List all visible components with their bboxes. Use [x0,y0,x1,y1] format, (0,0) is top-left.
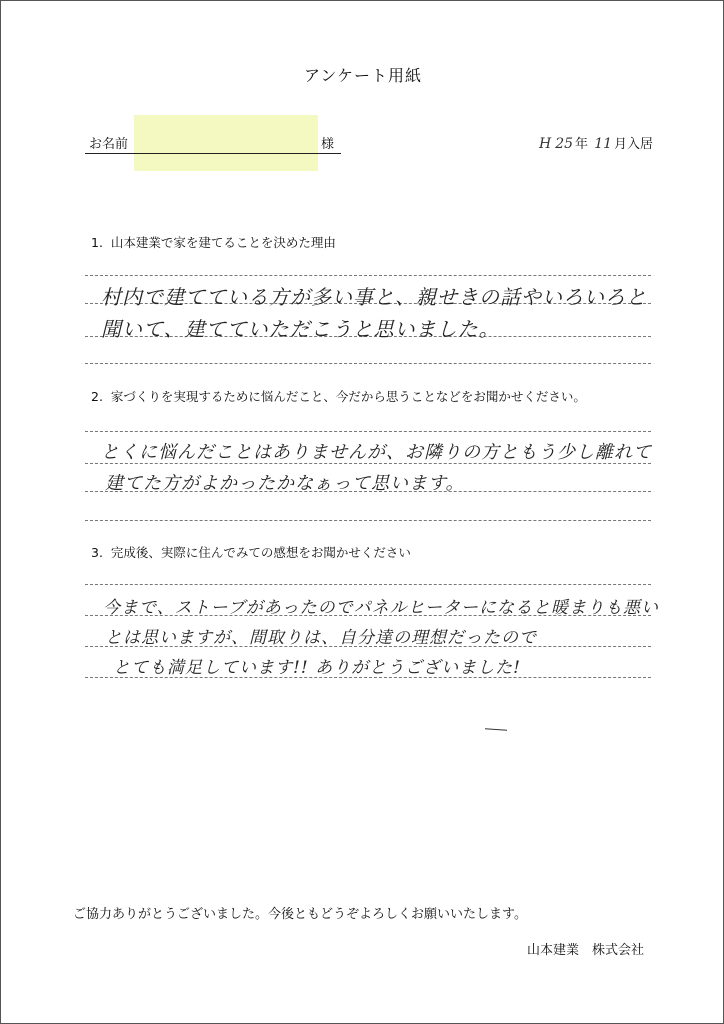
answer-3-line-1: 今まで、ストーブがあったのでパネルヒーターになると暖まりも悪い [103,598,659,618]
era-value: H [539,136,552,152]
move-in-suffix: 月入居 [614,137,654,152]
year-unit: 年 [575,137,589,152]
answer-rule [85,275,651,276]
question-1 [91,233,336,251]
name-redaction [134,115,318,171]
answer-rule [85,584,651,585]
question-text: 山本建業で家を建てることを決めた理由 [110,235,336,250]
answer-rule [85,431,651,432]
question-2 [91,387,586,405]
answer-2-line-2: 建てた方がよかったかなぁって思います。 [105,473,465,494]
question-text: 完成後、実際に住んでみての感想をお聞かせください [110,545,411,560]
closing-message: ご協力ありがとうございました。今後ともどうぞよろしくお願いいたします。 [73,907,527,922]
question-number: 2. [91,389,103,404]
page-title: アンケート用紙 [303,66,423,85]
question-number: 1. [91,235,103,250]
year-value: 25 [555,136,574,152]
month-value: 11 [594,136,613,152]
name-label: お名前 [89,137,129,152]
answer-3-line-2: とは思いますが、間取りは、自分達の理想だったので [105,628,537,648]
name-underline [85,153,341,154]
answer-3-line-3: とても満足しています!! ありがとうございました! [113,658,521,678]
move-in-date [537,133,653,152]
company-name: 山本建業 株式会社 [527,943,645,958]
answer-rule [85,520,651,521]
answer-1-line-2: 聞いて、建てていただこうと思いました。 [101,317,500,341]
pen-mark [485,728,507,731]
question-3 [91,543,411,561]
answer-1-line-1: 村内で建てている方が多い事と、親せきの話やいろいろと [101,285,647,309]
question-text: 家づくりを実現するために悩んだこと、今だから思うことなどをお聞かせください。 [110,389,586,404]
answer-rule [85,363,651,364]
answer-2-line-1: とくに悩んだことはありませんが、お隣りの方ともう少し離れて [101,442,652,463]
question-number: 3. [91,545,103,560]
honorific-label: 様 [321,137,335,152]
